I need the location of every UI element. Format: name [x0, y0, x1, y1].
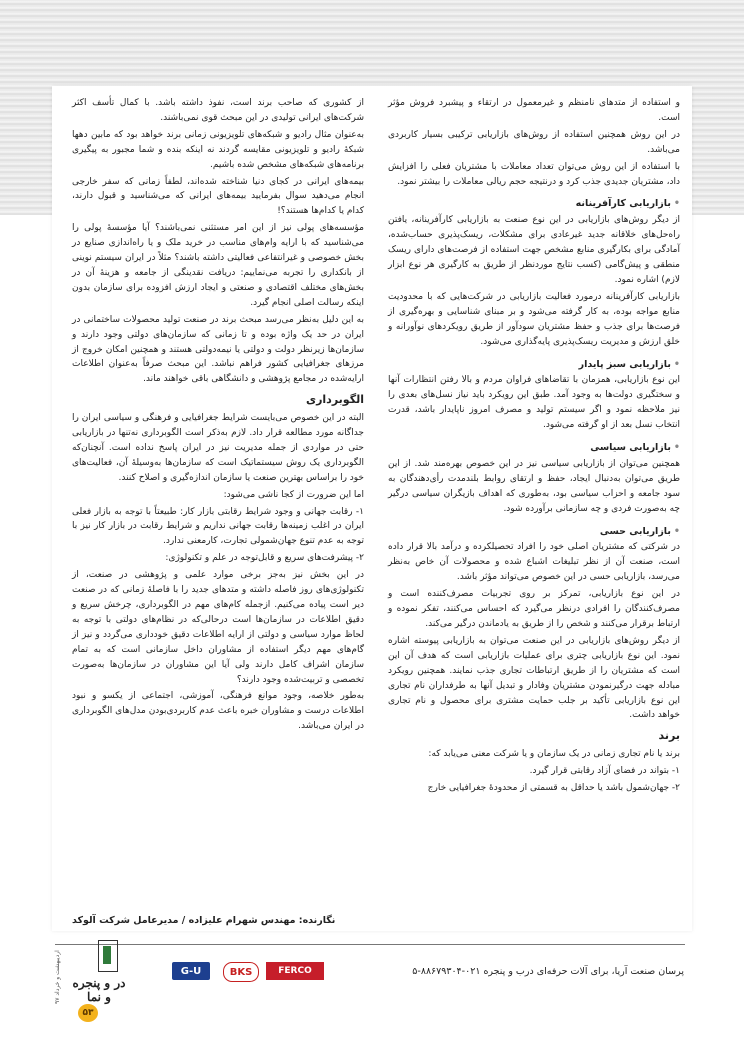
paragraph: ۲- جهان‌شمول باشد یا حداقل به قسمتی از محدودهٔ جغرافیایی خارج: [427, 783, 680, 794]
page-number: ۵۳: [78, 1004, 98, 1022]
paragraph: برند یا نام تجاری زمانی در یک سازمان و یا شرکت معنی می‌یابد که:: [428, 749, 680, 760]
paragraph: از کشوری که صاحب برند است، نفوذ داشته باشد. با کمال تأسف اکثر شرکت‌های ایرانی تولیدی در این مبحث قوی نمی‌باشند.: [72, 98, 364, 123]
section-heading: • بازاریابی سبز پایدار: [388, 358, 680, 373]
paragraph: ۲- پیشرفت‌های سریع و قابل‌توجه در علم و تکنولوژی:: [165, 553, 364, 564]
footer-advert-text: پرسان صنعت آریا، برای آلات حرفه‌ای درب و پنجره ۰۲۱-۸۸۶۷۹۳۰۴-۵: [412, 966, 684, 977]
paragraph: در شرکتی که مشتریان اصلی خود را افراد تحصیلکرده و درآمد بالا قرار داده است، صنعت آن از نظر تبلیغات اشباع شده و محصولات آن خاص به‌نظر می‌رسد، بازاریابی حسی در این خصوص می‌تواند مؤثر باشد.: [388, 542, 680, 583]
magazine-logo-icon: [98, 940, 118, 972]
paragraph: ۱- رقابت جهانی و وجود شرایط رقابتی بازار کار: طبیعتاً با توجه به بازار فعلی ایران در اغلب زمینه‌ها رقابت جهانی نداریم و شرایط رقابت در بازار کار نیز با توجه به عدم تنوع جهان‌شمولی تجارت، کارمعنی ندارد.: [72, 506, 364, 547]
paragraph: همچنین می‌توان از بازاریابی سیاسی نیز در این خصوص بهره‌مند شد. از این طریق می‌توان به‌دنبال ایجاد، حفظ و ارتقای روابط بلندمدت رأی‌دهندگان به سود جامعه و احزاب سیاسی بود، به‌طوری که اهداف بازیگران سیاسی درگیر چه به‌صورت فردی و چه سازمانی برآورده شود.: [388, 458, 680, 514]
section-title: برند: [658, 729, 680, 743]
article-column-right: [388, 96, 680, 798]
paragraph: اما این ضرورت از کجا ناشی می‌شود:: [223, 489, 364, 500]
bks-logo: BKS: [223, 962, 259, 982]
footer-divider: [55, 944, 685, 945]
article-page: [52, 86, 692, 931]
paragraph: به‌عنوان مثال رادیو و شبکه‌های تلویزیونی زمانی برند خواهد بود که مابین دهها شبکهٔ رادیو و تلویزیونی مقایسه گردند نه اینکه بنده و شما مجبور به پیگیری برنامه‌های شبکه‌های مشخص شده باشیم.: [72, 129, 364, 170]
issue-date: اردیبهشت و خرداد ۹۷: [54, 950, 61, 1004]
gu-logo: G-U: [172, 962, 210, 980]
section-title: الگوبرداری: [306, 393, 364, 407]
paragraph: از دیگر روش‌های بازاریابی در این صنعت می‌توان به بازاریابی پیوسته اشاره نمود. این نوع بازاریابی چتری برای عملیات بازاریابی است که هدف آن این است که مشتریان را از طریق ارتباطات تجاری جذب نمایند. همچنین رویکرد مبادله جهت درگیرنمودن مشتریان وفادار و تبدیل آنها به طرفداران نام تجاری این نوع بازاریابی تأکید بر جلب حمایت مشتری برای محصول و نام تجاری خواهد داشت.: [388, 635, 680, 721]
section-heading: • بازاریابی حسی: [388, 525, 680, 540]
paragraph: به این دلیل به‌نظر می‌رسد مبحث برند در صنعت تولید محصولات ساختمانی در ایران در حد یک واژه بوده و تا زمانی که سازمان‌های دولتی وجود دارند و سازمان‌ها زیرنظر دولت و دولتی یا نیمه‌دولتی هستند و همچنین امکان خروج از مرزهای جغرافیایی کشور فراهم نباشد. این مبحث صرفاً به‌عنوان اطلاعات ارایه‌شده در مجامع پژوهشی و دانشگاهی باقی خواهند ماند.: [72, 314, 364, 385]
paragraph: با استفاده از این روش می‌توان تعداد معاملات با مشتریان فعلی را افزایش داد، مشتریان جدیدی جذب کرد و درنتیجه حجم ریالی معاملات را بیشتر نمود.: [388, 161, 680, 187]
magazine-name: در و پنجره و نما: [72, 976, 126, 1004]
section-heading: • بازاریابی کارآفرینانه: [388, 197, 680, 212]
paragraph: ۱- بتواند در فضای آزاد رقابتی قرار گیرد.: [529, 766, 680, 777]
paragraph: مؤسسه‌های پولی نیز از این امر مستثنی نمی‌باشند؟ آیا مؤسسهٔ پولی را می‌شناسید که با ارایه وام‌های مناسب در خرید ملک و یا راه‌اندازی صنایع در بخش خصوصی و غیرانتفاعی فعالیتی داشته باشند؟ مثلاً در ایران سیستم نوینی از بانکداری را تجربه می‌نماییم: دریافت نقدینگی از جامعه و هزینهٔ آن در بخش‌های مختلف اقتصادی و صنعتی و ایجاد ارزش افزوده برای سازمان بدون اینکه رسالت اصلی انجام گیرد.: [72, 223, 364, 308]
paragraph: در این روش همچنین استفاده از روش‌های بازاریابی ترکیبی بسیار کاربردی می‌باشد.: [388, 129, 680, 155]
paragraph: از دیگر روش‌های بازاریابی در این نوع صنعت به بازاریابی کارآفرینانه، یافتن راه‌حل‌های خلاقانه جدید غیرعادی برای مشکلات، ریسک‌پذیری حساب‌شده، آمادگی برای بکارگیری منابع مشخص جهت استفاده از فرصت‌های دارای ریسک منطقی و پیش‌گامی (کسب نتایج موردنظر از طریق به کارگیری هر نوع ابزار لازم) اشاره نمود.: [388, 215, 680, 285]
paragraph: البته در این خصوص می‌بایست شرایط جغرافیایی و فرهنگی و سیاسی ایران را جداگانه مورد مطالعه قرار داد. لازم به‌ذکر است الگوبرداری نه‌تنها در بازاریابی حتی در مواردی از جمله مدیریت نیز در ایران پاسخ نداده است. آنچنان‌که الگوبرداری یک روش سیستماتیک است که سازمان‌ها به‌وسیلهٔ آن، فعالیت‌های خود را براساس بهترین صنعت یا سازمان اندازه‌گیری و اصلاح کنند.: [72, 413, 364, 483]
paragraph: بازاریابی کارآفرینانه درمورد فعالیت بازاریابی در شرکت‌هایی که با محدودیت منابع مواجه بوده، به کار گرفته می‌شود و بر مبنای شناسایی و بهره‌گیری از فرصت‌ها برای جذب و حفظ مشتریان سودآور از طریق رویکردهای نوآورانه و خلق ارزش و مدیریت ریسک‌پذیری پایه‌گذاری می‌شود.: [388, 291, 680, 347]
ferco-logo: FERCO: [266, 962, 324, 980]
paragraph: بیمه‌های ایرانی در کجای دنیا شناخته شده‌اند، لطفاً زمانی که سفر خارجی انجام می‌دهید سوال بفرمایید بیمه‌های ایرانی که می‌شناسید و قبول دارند، کدام یا کدام‌ها هستند؟!: [72, 176, 364, 217]
author-line: نگارنده: مهندس شهرام علیزاده / مدیرعامل شرکت آلوکد: [72, 915, 336, 926]
paragraph: به‌طور خلاصه، وجود موانع فرهنگی، آموزشی، اجتماعی از یکسو و نبود اطلاعات درست و مشاوران خبره باعث عدم کاربردی‌بودن مدل‌های الگوبرداری در ایران می‌باشد.: [72, 691, 364, 732]
section-heading: • بازاریابی سیاسی: [388, 441, 680, 456]
paragraph: و استفاده از متدهای نامنظم و غیرمعمول در ارتقاء و پیشبرد فروش مؤثر است.: [388, 98, 680, 123]
paragraph: این نوع بازاریابی، همزمان با تقاضاهای فراوان مردم و بالا رفتن انتظارات آنها و سختگیری دولت‌ها به وجود آمد. طبق این رویکرد باید نیاز نسل‌های بعدی را نیز ملاحظه نمود و اگر سیستم تولید و مصرف امروز ناپایدار باشد، قدرت انتخاب نسل بعد از او گرفته می‌شود.: [388, 375, 680, 431]
paragraph: در این نوع بازاریابی، تمرکز بر روی تجربیات مصرف‌کننده است و مصرف‌کنندگان را افرادی درنظر می‌گیرد که احساس می‌کنند، تفکر نموده و ارتباط برقرار می‌کنند و شخص را از طریق به یادماندن درگیر می‌کند.: [388, 589, 680, 629]
article-column-left: [72, 96, 364, 736]
paragraph: در این بخش نیز به‌جز برخی موارد علمی و پژوهشی در صنعت، از تکنولوژی‌های روز فاصله داشته و متدهای جدید را با فاصلهٔ زمانی که در صنعت دیر است پیاده می‌کنیم. ازجمله کام‌های مهم در الگوبرداری، چرخش سریع و دقیق اطلاعات در سازمان‌ها است درحالی‌که در نظام‌های دولتی با توجه به لحاظ موارد سیاسی و دولتی از ارایه اطلاعات دقیق خودداری می‌گردد و نیز از گام‌های مهم دیگر استفاده از مشاوران داخل سازمانی است که به تمام سازمان اشراف کامل دارند ولی آیا این مشاوران در سازمان‌ها به‌صورت تخصصی و تربیت‌شده وجود دارند؟: [72, 570, 364, 685]
